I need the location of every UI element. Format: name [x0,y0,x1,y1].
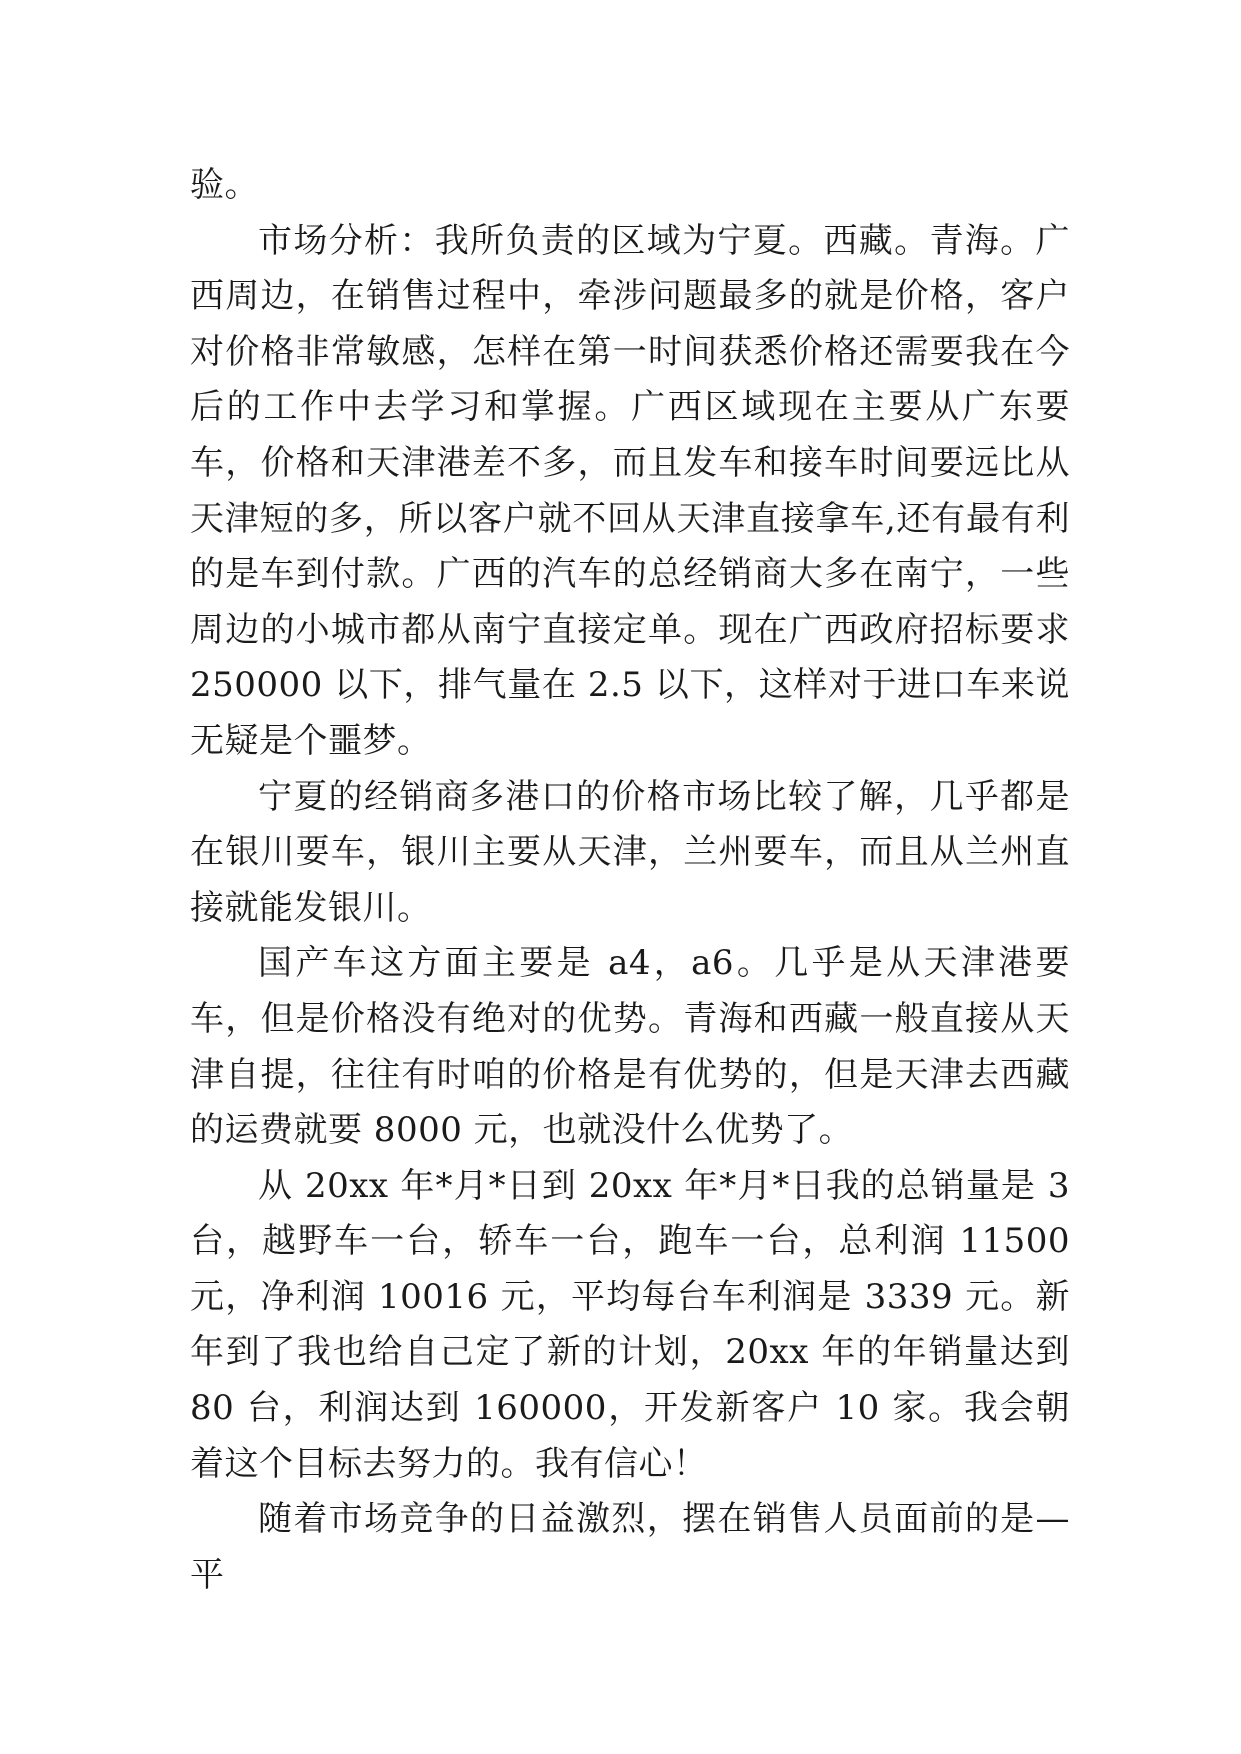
paragraph-1: 验。 [190,165,259,205]
document-body [190,158,1070,1603]
paragraph-4: 国产车这方面主要是 a4，a6。几乎是从天津港要车，但是价格没有绝对的优势。青海和西藏一般直接从天津自提，往往有时咱的价格是有优势的，但是天津去西藏的运费就要 8000 元，也就没什么优势了。 [190,943,1070,1151]
paragraph-2: 市场分析：我所负责的区域为宁夏。西藏。青海。广西周边，在销售过程中，牵涉问题最多的就是价格，客户对价格非常敏感，怎样在第一时间获悉价格还需要我在今后的工作中去学习和掌握。广西区域现在主要从广东要车，价格和天津港差不多，而且发车和接车时间要远比从天津短的多，所以客户就不回从天津直接拿车,还有最有利的是车到付款。广西的汽车的总经销商大多在南宁，一些周边的小城市都从南宁直接定单。现在广西政府招标要求 250000 以下，排气量在 2.5 以下，这样对于进口车来说无疑是个噩梦。 [190,220,1070,761]
paragraph-6: 随着市场竞争的日益激烈，摆在销售人员面前的是—平 [190,1499,1070,1595]
paragraph-5: 从 20xx 年*月*日到 20xx 年*月*日我的总销量是 3 台，越野车一台，轿车一台，跑车一台，总利润 11500 元，净利润 10016 元，平均每台车利润是 3339 元。新年到了我也给自己定了新的计划，20xx 年的年销量达到 80 台，利润达到 160000，开发新客户 10 家。我会朝着这个目标去努力的。我有信心！ [190,1165,1070,1484]
paragraph-3: 宁夏的经销商多港口的价格市场比较了解，几乎都是在银川要车，银川主要从天津，兰州要车，而且从兰州直接就能发银川。 [190,776,1070,928]
